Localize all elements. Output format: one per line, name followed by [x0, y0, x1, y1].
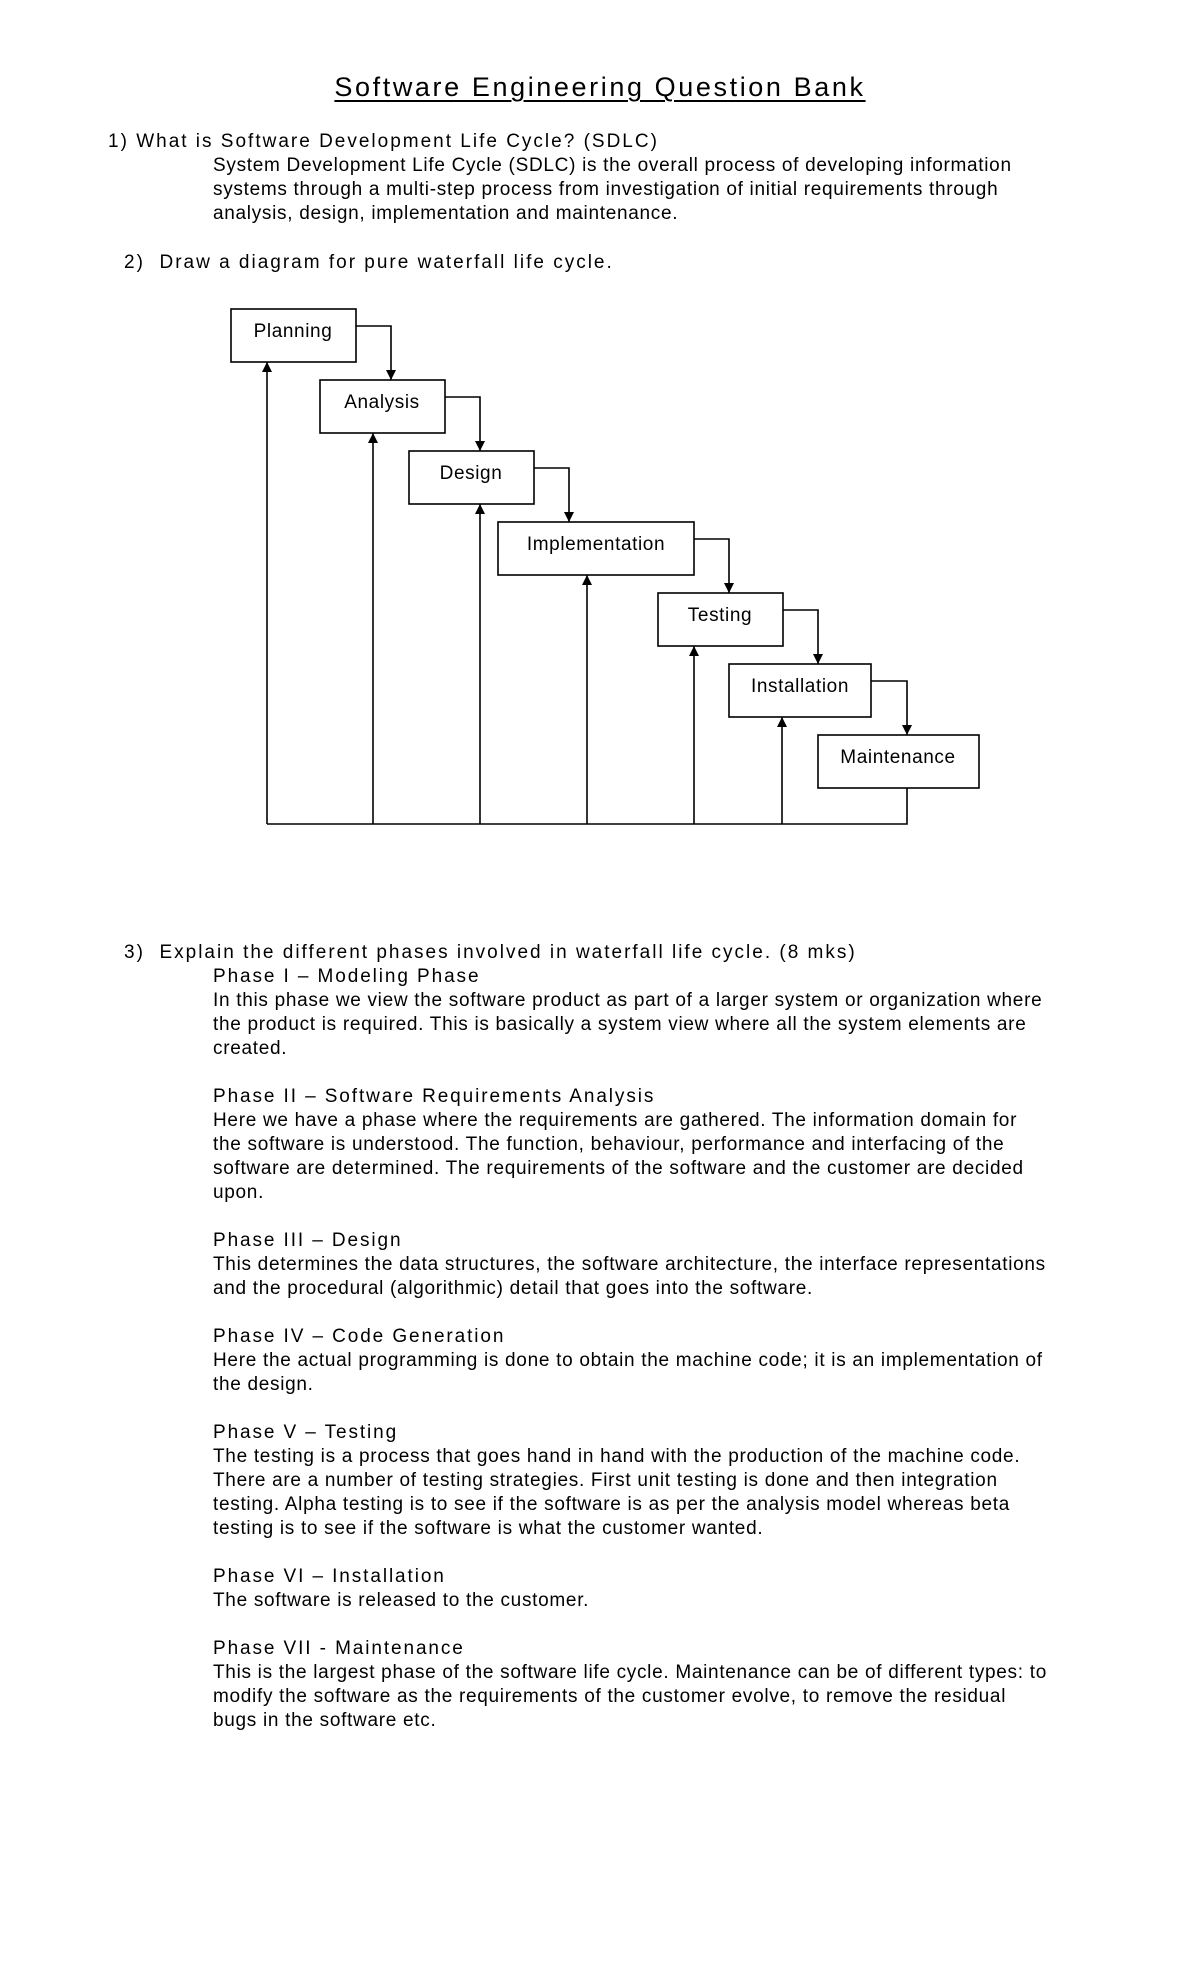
- phase-line: created.: [213, 1038, 288, 1059]
- phase-title: Phase I – Modeling Phase: [213, 966, 481, 987]
- question-text: What is Software Development Life Cycle? (SDLC): [136, 131, 659, 152]
- phase-3: [213, 1229, 1143, 1301]
- phase-title: Phase III – Design: [213, 1230, 403, 1251]
- stage-label-maintenance: Maintenance: [840, 747, 956, 768]
- phase-line: bugs in the software etc.: [213, 1710, 437, 1731]
- phase-line: the product is required. This is basically a system view where all the system elements are: [213, 1014, 1027, 1035]
- flow-arrow-analysis-design: [445, 397, 480, 451]
- phase-line: This is the largest phase of the software life cycle. Maintenance can be of different types: to: [213, 1662, 1047, 1683]
- question-text: Explain the different phases involved in waterfall life cycle. (8 mks): [159, 942, 857, 963]
- phase-line: testing. Alpha testing is to see if the software is as per the analysis model whereas beta: [213, 1494, 1011, 1515]
- flow-arrow-installation-maintenance: [871, 681, 907, 735]
- phase-5: [213, 1421, 1143, 1541]
- stage-label-implementation: Implementation: [526, 534, 666, 555]
- question-number: 1): [108, 131, 129, 152]
- phase-title: Phase II – Software Requirements Analysis: [213, 1086, 656, 1107]
- stage-label-design: Design: [439, 463, 503, 484]
- answer-line: systems through a multi-step process from investigation of initial requirements through: [213, 179, 999, 200]
- page-title: Software Engineering Question Bank: [334, 72, 866, 102]
- phase-line: The software is released to the customer.: [213, 1590, 590, 1611]
- answer-line: System Development Life Cycle (SDLC) is the overall process of developing information: [213, 155, 1012, 176]
- phase-line: In this phase we view the software product as part of a larger system or organization where: [213, 990, 1043, 1011]
- stage-label-installation: Installation: [750, 676, 850, 697]
- flow-arrow-design-implementation: [534, 468, 569, 522]
- phase-line: and the procedural (algorithmic) detail that goes into the software.: [213, 1278, 813, 1299]
- question-number: 3): [124, 942, 145, 963]
- waterfall-diagram: [0, 0, 1200, 880]
- phase-title: Phase V – Testing: [213, 1422, 399, 1443]
- question-text: Draw a diagram for pure waterfall life cycle.: [159, 252, 614, 273]
- phase-line: testing is to see if the software is what the customer wanted.: [213, 1518, 764, 1539]
- phase-line: This determines the data structures, the software architecture, the interface representations: [213, 1254, 1046, 1275]
- stage-label-testing: Testing: [687, 605, 753, 626]
- question-3: [124, 941, 857, 965]
- phase-line: The testing is a process that goes hand in hand with the production of the machine code.: [213, 1446, 1021, 1467]
- phase-6: [213, 1565, 1143, 1613]
- phase-line: There are a number of testing strategies. First unit testing is done and then integration: [213, 1470, 998, 1491]
- phase-line: modify the software as the requirements of the customer evolve, to remove the residual: [213, 1686, 1007, 1707]
- answer-line: analysis, design, implementation and maintenance.: [213, 203, 679, 224]
- phase-line: Here the actual programming is done to obtain the machine code; it is an implementation of: [213, 1350, 1043, 1371]
- flow-arrow-planning-analysis: [356, 326, 391, 380]
- phase-line: the design.: [213, 1374, 314, 1395]
- flow-arrow-testing-installation: [783, 610, 818, 664]
- phase-7: [213, 1637, 1143, 1733]
- phase-4: [213, 1325, 1143, 1397]
- phase-line: Here we have a phase where the requirements are gathered. The information domain for: [213, 1110, 1018, 1131]
- phase-line: the software is understood. The function, behaviour, performance and interfacing of the: [213, 1134, 1005, 1155]
- phase-line: upon.: [213, 1182, 265, 1203]
- stage-label-planning: Planning: [253, 321, 333, 342]
- phase-title: Phase VII - Maintenance: [213, 1638, 465, 1659]
- stage-label-analysis: Analysis: [344, 392, 420, 413]
- phase-2: [213, 1085, 1143, 1205]
- question-number: 2): [124, 252, 145, 273]
- phase-line: software are determined. The requirements of the software and the customer are decided: [213, 1158, 1024, 1179]
- flow-arrow-implementation-testing: [694, 539, 729, 593]
- phase-1: [213, 965, 1143, 1061]
- phase-title: Phase IV – Code Generation: [213, 1326, 506, 1347]
- phase-title: Phase VI – Installation: [213, 1566, 446, 1587]
